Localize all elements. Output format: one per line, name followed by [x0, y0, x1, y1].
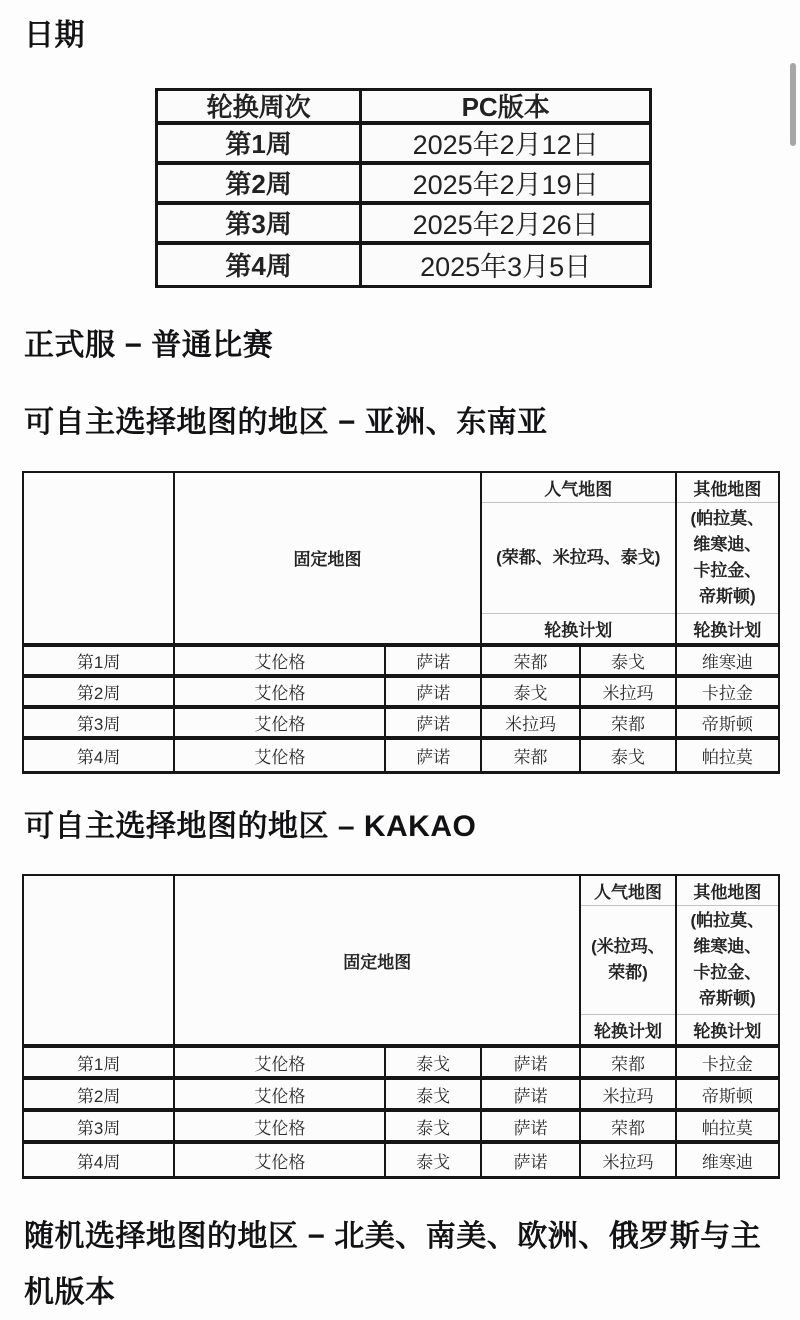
fixed-map-cell: 泰戈: [384, 1080, 479, 1108]
rotation-plan-label: 轮换计划: [581, 1014, 674, 1044]
random-region-heading: 随机选择地图的地区 − 北美、南美、欧洲、俄罗斯与主机版本: [24, 1220, 762, 1309]
fixed-map-cell: 艾伦格: [173, 1112, 384, 1140]
table-row: [158, 125, 649, 165]
table-row: [24, 740, 778, 771]
table-row: [24, 647, 778, 678]
other-map-cell: 维寒迪: [675, 1144, 778, 1176]
week-label: 第2周: [76, 683, 121, 703]
fixed-map-cell: 萨诺: [480, 1144, 580, 1176]
popular-map-cell: 泰戈: [579, 740, 674, 771]
week-label: 第3周: [76, 1118, 121, 1138]
popular-map-cell: 荣都: [480, 647, 580, 674]
fixed-map-cell: 泰戈: [384, 1144, 479, 1176]
date-value: 2025年2月12日: [359, 125, 649, 161]
fixed-map-cell: 泰戈: [384, 1048, 479, 1076]
asia-rotation-table: [22, 471, 780, 774]
table-row: [158, 245, 649, 285]
asia-table-header: [24, 473, 778, 647]
popular-map-cell: 米拉玛: [480, 709, 580, 736]
popular-map-cell: 荣都: [579, 1048, 674, 1076]
table-row: [158, 165, 649, 205]
popular-map-cell: 米拉玛: [579, 1080, 674, 1108]
table-row: [24, 1112, 778, 1144]
rotation-plan-label: 轮换计划: [677, 613, 778, 643]
week-label: 第2周: [225, 169, 292, 199]
table-row: [24, 1048, 778, 1080]
fixed-map-cell: 萨诺: [480, 1112, 580, 1140]
week-label: 第1周: [76, 652, 121, 672]
popular-maps-label: 人气地图: [482, 473, 675, 503]
popular-map-cell: 荣都: [579, 1112, 674, 1140]
other-maps-list: (帕拉莫、维寒迪、卡拉金、帝斯顿): [690, 911, 765, 1008]
other-map-cell: 帝斯顿: [675, 1080, 778, 1108]
rotation-plan-label: 轮换计划: [677, 1014, 778, 1044]
table-row: [24, 1144, 778, 1176]
week-label: 第3周: [225, 209, 292, 239]
date-section-heading: 日期: [24, 19, 85, 52]
date-table-header-pc: PC版本: [359, 91, 649, 121]
server-section-heading: 正式服 − 普通比赛: [24, 328, 274, 362]
other-maps-label: 其他地图: [677, 473, 778, 503]
fixed-map-cell: 萨诺: [384, 647, 479, 674]
popular-map-cell: 米拉玛: [579, 678, 674, 705]
fixed-map-cell: 萨诺: [384, 678, 479, 705]
popular-maps-list: (荣都、米拉玛、泰戈): [496, 547, 661, 567]
fixed-map-cell: 艾伦格: [173, 678, 384, 705]
popular-maps-header-group: [480, 473, 675, 643]
asia-region-heading: 可自主选择地图的地区 − 亚洲、东南亚: [24, 406, 548, 439]
fixed-map-cell: 萨诺: [480, 1080, 580, 1108]
popular-maps-header-group: [579, 876, 674, 1044]
fixed-map-cell: 萨诺: [480, 1048, 580, 1076]
popular-map-cell: 米拉玛: [579, 1144, 674, 1176]
popular-maps-list: (米拉玛、荣都): [591, 937, 665, 982]
week-label: 第4周: [225, 251, 292, 281]
week-label: 第1周: [225, 129, 292, 159]
week-label: 第2周: [76, 1086, 121, 1106]
popular-map-cell: 泰戈: [579, 647, 674, 674]
table-row: [24, 709, 778, 740]
other-map-cell: 卡拉金: [675, 1048, 778, 1076]
date-table-header-row: [158, 91, 649, 125]
other-maps-label: 其他地图: [677, 876, 778, 906]
rotation-plan-label: 轮换计划: [482, 613, 675, 643]
other-map-cell: 卡拉金: [675, 678, 778, 705]
week-label: 第1周: [76, 1054, 121, 1074]
fixed-map-cell: 艾伦格: [173, 647, 384, 674]
date-value: 2025年3月5日: [359, 245, 649, 285]
week-label: 第3周: [76, 714, 121, 734]
date-table: [155, 88, 652, 288]
fixed-map-cell: 艾伦格: [173, 1080, 384, 1108]
fixed-map-cell: 艾伦格: [173, 709, 384, 736]
other-maps-list: (帕拉莫、维寒迪、卡拉金、帝斯顿): [690, 508, 765, 606]
fixed-map-cell: 泰戈: [384, 1112, 479, 1140]
fixed-map-cell: 艾伦格: [173, 1144, 384, 1176]
table-row: [24, 678, 778, 709]
kakao-region-heading: 可自主选择地图的地区 – KAKAO: [24, 809, 477, 843]
table-row: [24, 1080, 778, 1112]
popular-maps-label: 人气地图: [581, 876, 674, 906]
other-map-cell: 帝斯顿: [675, 709, 778, 736]
popular-map-cell: 荣都: [480, 740, 580, 771]
week-label: 第4周: [76, 747, 121, 767]
kakao-table-header: [24, 876, 778, 1048]
empty-header-cell: [24, 473, 173, 643]
kakao-rotation-table: [22, 874, 780, 1179]
vertical-scrollbar-thumb[interactable]: [790, 63, 796, 146]
popular-map-cell: 泰戈: [480, 678, 580, 705]
date-value: 2025年2月19日: [359, 165, 649, 201]
empty-header-cell: [24, 876, 173, 1044]
other-map-cell: 维寒迪: [675, 647, 778, 674]
other-map-cell: 帕拉莫: [675, 1112, 778, 1140]
date-value: 2025年2月26日: [359, 205, 649, 241]
week-label: 第4周: [76, 1152, 121, 1172]
fixed-map-cell: 艾伦格: [173, 1048, 384, 1076]
fixed-map-cell: 艾伦格: [173, 740, 384, 771]
other-maps-header-group: [675, 876, 778, 1044]
date-table-header-week: 轮换周次: [206, 92, 311, 122]
table-row: [158, 205, 649, 245]
fixed-map-cell: 萨诺: [384, 740, 479, 771]
other-maps-header-group: [675, 473, 778, 643]
fixed-map-cell: 萨诺: [384, 709, 479, 736]
popular-map-cell: 荣都: [579, 709, 674, 736]
fixed-maps-header: 固定地图: [173, 473, 480, 643]
fixed-maps-header: 固定地图: [173, 876, 579, 1044]
other-map-cell: 帕拉莫: [675, 740, 778, 771]
